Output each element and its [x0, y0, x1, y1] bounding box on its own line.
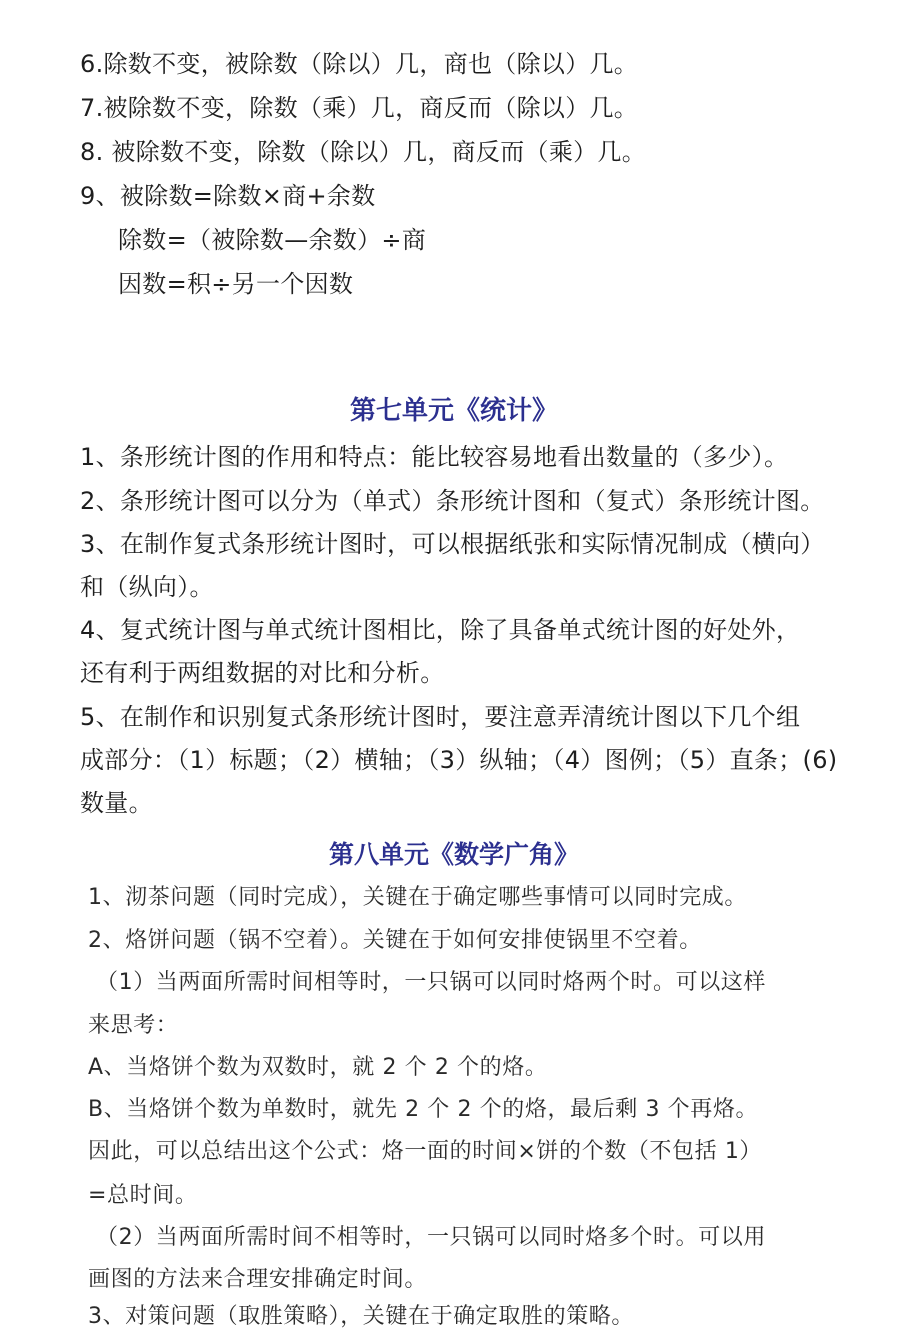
rule-7: 7.被除数不变，除数（乘）几，商反而（除以）几。 — [80, 94, 639, 122]
unit8-line-5: A、当烙饼个数为双数时，就 2 个 2 个的烙。 — [88, 1055, 548, 1080]
rule-6: 6.除数不变，被除数（除以）几，商也（除以）几。 — [80, 50, 639, 78]
unit7-line-9: 数量。 — [80, 789, 153, 817]
unit8-title: 第八单元《数学广角》 — [328, 840, 579, 869]
unit7-line-2: 2、条形统计图可以分为（单式）条形统计图和（复式）条形统计图。 — [80, 487, 825, 515]
unit8-line-3: （1）当两面所需时间相等时，一只锅可以同时烙两个时。可以这样 — [96, 970, 766, 995]
unit8-line-4: 来思考： — [88, 1013, 179, 1038]
unit8-line-8: =总时间。 — [88, 1183, 198, 1208]
unit8-line-7: 因此，可以总结出这个公式：烙一面的时间×饼的个数（不包括 1） — [88, 1139, 763, 1164]
unit8-line-10: 画图的方法来合理安排确定时间。 — [88, 1267, 428, 1292]
rule-9-factor: 因数=积÷另一个因数 — [118, 270, 354, 298]
unit8-line-2: 2、烙饼问题（锅不空着）。关键在于如何安排使锅里不空着。 — [88, 928, 702, 953]
unit8-line-11: 3、对策问题（取胜策略），关键在于确定取胜的策略。 — [88, 1304, 634, 1329]
unit7-line-1: 1、条形统计图的作用和特点：能比较容易地看出数量的（多少）。 — [80, 443, 789, 471]
unit8-line-1: 1、沏茶问题（同时完成），关键在于确定哪些事情可以同时完成。 — [88, 885, 747, 910]
unit7-line-8: 成部分：（1）标题；（2）横轴；（3）纵轴；（4）图例；（5）直条；(6) — [80, 746, 838, 774]
unit8-line-6: B、当烙饼个数为单数时，就先 2 个 2 个的烙，最后剩 3 个再烙。 — [88, 1097, 759, 1122]
unit7-line-4: 和（纵向）。 — [80, 573, 214, 601]
unit7-line-7: 5、在制作和识别复式条形统计图时，要注意弄清统计图以下几个组 — [80, 703, 801, 731]
rule-9: 9、被除数=除数×商+余数 — [80, 182, 376, 210]
unit8-line-9: （2）当两面所需时间不相等时，一只锅可以同时烙多个时。可以用 — [96, 1225, 766, 1250]
rule-8: 8. 被除数不变，除数（除以）几，商反而（乘）几。 — [80, 138, 647, 166]
unit7-line-3: 3、在制作复式条形统计图时，可以根据纸张和实际情况制成（横向） — [80, 530, 825, 558]
unit7-title: 第七单元《统计》 — [349, 396, 558, 426]
unit7-line-6: 还有利于两组数据的对比和分析。 — [80, 659, 445, 687]
unit7-line-5: 4、复式统计图与单式统计图相比，除了具备单式统计图的好处外， — [80, 616, 801, 644]
rule-9-divisor: 除数=（被除数—余数）÷商 — [118, 226, 427, 254]
